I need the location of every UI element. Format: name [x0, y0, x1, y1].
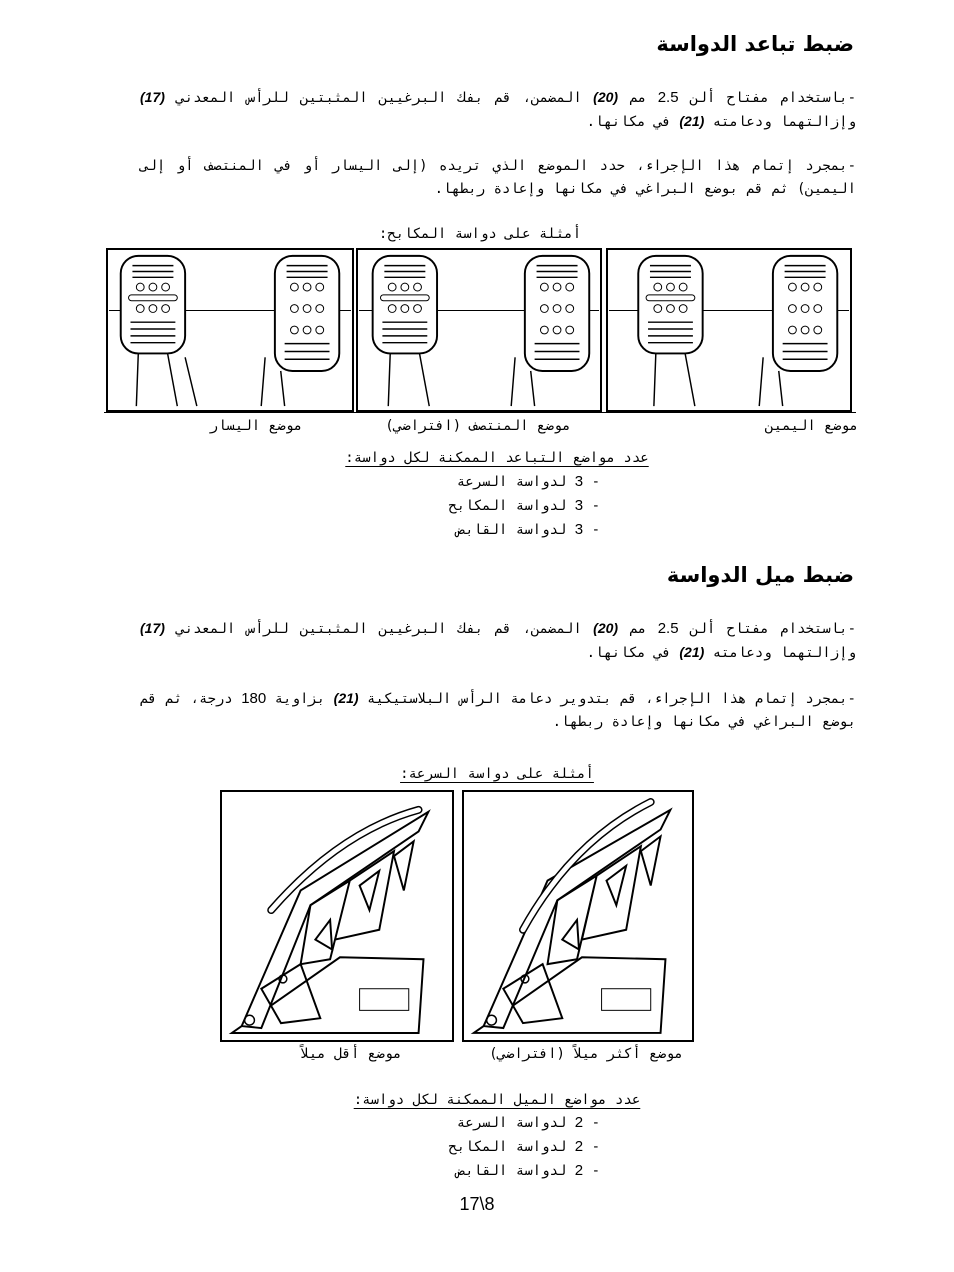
rotation-degrees: 180: [241, 690, 267, 707]
figure-rule: [104, 412, 856, 413]
part-ref-17: (17): [140, 620, 165, 636]
part-ref-21: (21): [679, 113, 705, 129]
position-label-left: موضع اليسار: [209, 418, 303, 434]
part-ref-21: (21): [679, 644, 705, 660]
tilt-label-more: موضع أكثر ميلاً (افتراضي): [489, 1046, 683, 1062]
pedal-figure-right-position: [606, 248, 852, 412]
list-item: - 2 لدواسة القابض: [456, 1162, 600, 1179]
count-value: 2: [574, 1162, 584, 1179]
accelerator-more-tilt-illustration: [464, 792, 692, 1040]
list-item: - 3 لدواسة المكابح: [448, 497, 600, 514]
count-value: 3: [574, 521, 584, 538]
tilt-count-heading: عدد مواضع الميل الممكنة لكل دواسة:: [353, 1092, 641, 1108]
text-fragment: مم: [618, 621, 658, 637]
pedal-middle-illustration: [358, 250, 600, 410]
position-label-middle: موضع المنتصف (افتراضي): [385, 418, 571, 434]
section-title-spacing: ضبط تباعد الدواسة: [656, 32, 854, 56]
part-ref-17: (17): [140, 89, 165, 105]
pedal-figure-left-position: [106, 248, 354, 412]
position-label-right: موضع اليمين: [765, 418, 858, 434]
count-value: 3: [574, 497, 584, 514]
count-value: 3: [574, 473, 584, 490]
allen-key-size: 2.5: [657, 620, 679, 637]
accelerator-less-tilt-illustration: [222, 792, 452, 1040]
part-ref-20: (20): [593, 89, 619, 105]
text-fragment: مم: [618, 90, 658, 106]
tilt-figure-less: [220, 790, 454, 1042]
part-ref-21: (21): [333, 690, 359, 706]
part-ref-20: (20): [593, 620, 619, 636]
list-item: - 2 لدواسة السرعة: [456, 1114, 600, 1131]
text-fragment: المضمن، قم بفك البرغيين المثبتين للرأس المعدني: [164, 90, 594, 106]
count-label: لدواسة المكابح: [448, 498, 567, 514]
text-fragment: وإزالتهما ودعامته: [704, 645, 856, 661]
list-item: - 3 لدواسة السرعة: [456, 473, 600, 490]
brake-examples-caption: أمثلة على دواسة المكابح:: [378, 226, 582, 242]
count-label: لدواسة القابض: [456, 1163, 567, 1179]
section-title-tilt: ضبط ميل الدواسة: [666, 563, 854, 587]
text-fragment: في مكانها.: [586, 114, 680, 130]
tilt-instruction-2: [140, 687, 856, 734]
count-label: لدواسة المكابح: [448, 1139, 567, 1155]
text-fragment: -باستخدام مفتاح ألن: [678, 90, 857, 106]
text-fragment: درجة، ثم قم بوضع البراغي في مكانها وإعادة ربطها.: [140, 691, 856, 730]
list-item: - 3 لدواسة القابض: [456, 521, 600, 538]
count-value: 2: [574, 1114, 584, 1131]
tilt-label-less: موضع أقل ميلاً: [300, 1046, 402, 1062]
text-fragment: بزاوية: [266, 691, 334, 707]
page-number: 17\8: [459, 1194, 495, 1214]
allen-key-size: 2.5: [657, 89, 679, 106]
pedal-right-illustration: [608, 250, 850, 410]
pedal-left-illustration: [108, 250, 352, 410]
count-value: 2: [574, 1138, 584, 1155]
text-fragment: وإزالتهما ودعامته: [704, 114, 856, 130]
spacing-count-heading: عدد مواضع التباعد الممكنة لكل دواسة:: [345, 450, 649, 466]
tilt-instruction-1: [140, 617, 856, 665]
text-fragment: -باستخدام مفتاح ألن: [678, 621, 857, 637]
count-label: لدواسة السرعة: [456, 474, 567, 490]
tilt-count-list: [380, 1114, 600, 1186]
text-fragment: -بمجرد إتمام هذا الإجراء، قم بتدوير دعامة الرأس البلاستيكية: [358, 691, 856, 707]
text-fragment: في مكانها.: [586, 645, 680, 661]
tilt-figure-more: [462, 790, 694, 1042]
list-item: - 2 لدواسة المكابح: [448, 1138, 600, 1155]
count-label: لدواسة القابض: [456, 522, 567, 538]
spacing-instruction-1: [140, 86, 856, 134]
count-label: لدواسة السرعة: [456, 1115, 567, 1131]
spacing-instruction-2: -بمجرد إتمام هذا الإجراء، حدد الموضع الذي تريده (إلى اليسار أو في المنتصف أو إلى اليمين) ثم قم بوضع البراغي في مكانها وإعادة ربطها.: [140, 158, 856, 197]
spacing-count-list: [380, 473, 600, 545]
pedal-figure-middle-position: [356, 248, 602, 412]
accelerator-examples-caption: أمثلة على دواسة السرعة:: [400, 766, 594, 782]
text-fragment: المضمن، قم بفك البرغيين المثبتين للرأس المعدني: [164, 621, 594, 637]
